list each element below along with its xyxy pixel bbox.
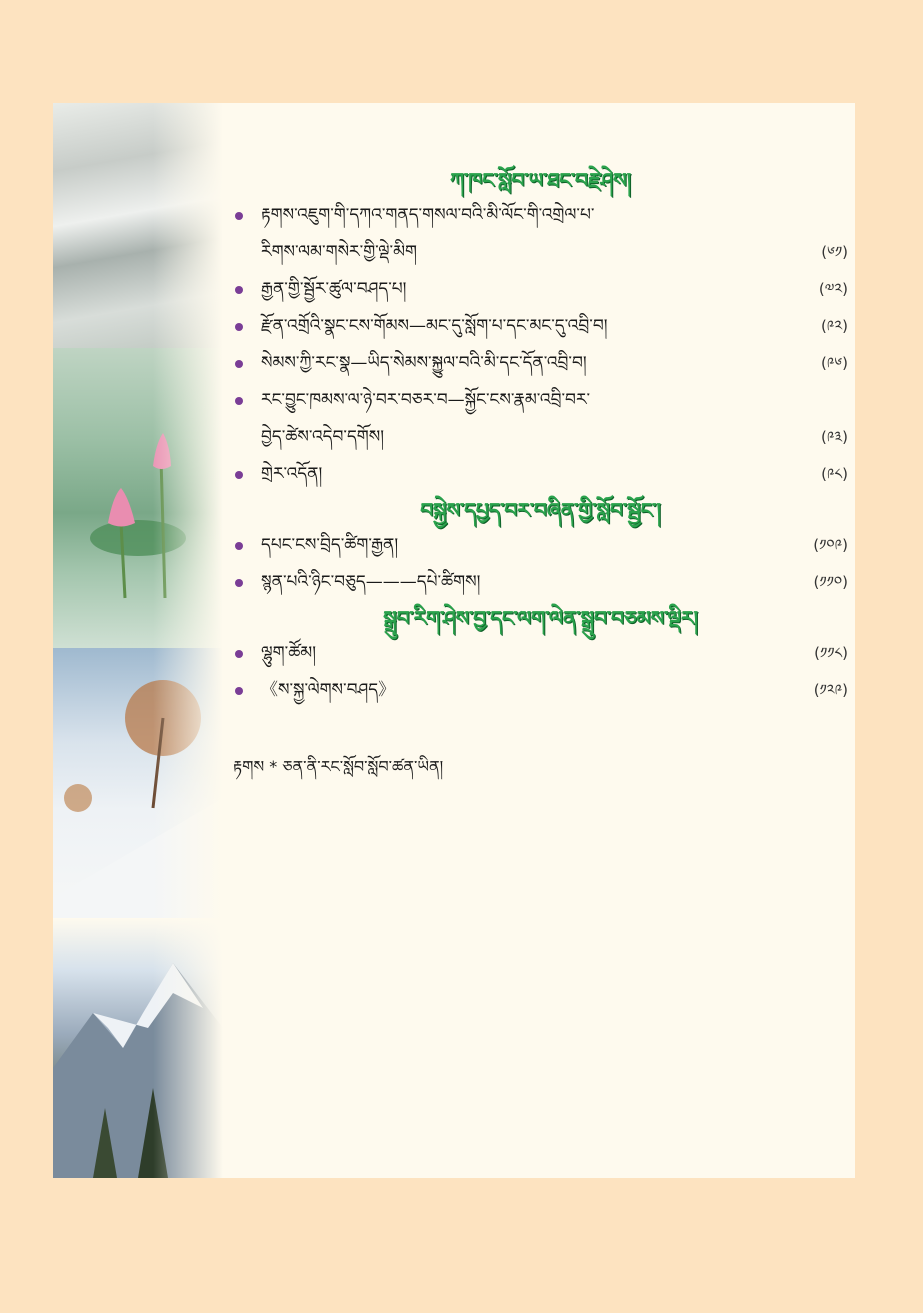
entry-title: གྲེར་འདོན། bbox=[261, 464, 323, 484]
bullet-icon bbox=[235, 687, 243, 695]
footnote: རྟགས * ཅན་ནི་རང་སློབ་སློབ་ཚན་ཡིན། bbox=[233, 757, 444, 776]
page-number: (༩༣) bbox=[820, 428, 848, 446]
toc-entry[interactable] bbox=[233, 345, 848, 382]
bullet-icon bbox=[235, 471, 243, 479]
entry-title: རྫོན་འགྲོའི་སྣང་ངས་གོམས—མང་དུ་སློག་པ་དང་མང་དུ་འབྲི་བ། bbox=[261, 316, 608, 336]
bullet-icon bbox=[235, 650, 243, 658]
toc-entry[interactable] bbox=[233, 456, 848, 493]
toc-list bbox=[233, 635, 848, 709]
section-title: སྒྲུབ་རིག་ཤེས་བྱ་དང་ལག་ལེན་སྒྲུབ་བཅམས་ལྡིར། bbox=[383, 606, 698, 630]
bullet-icon bbox=[235, 360, 243, 368]
bullet-icon bbox=[235, 286, 243, 294]
entry-title: དཔང་ངས་བྲིད་ཚིག་རྒྱན། bbox=[261, 535, 399, 555]
entry-title-cont: བྱེད་ཚེས་འདེབ་དགོས། bbox=[261, 427, 385, 447]
bullet-icon bbox=[235, 397, 243, 405]
bullet-icon bbox=[235, 323, 243, 331]
page-number: (༦༡) bbox=[821, 243, 848, 261]
toc-entry[interactable] bbox=[233, 527, 848, 564]
entry-title: རྒྱན་གྱི་སྦྱོར་ཚུལ་བཤད་པ། bbox=[261, 279, 407, 299]
page-number: (༡༡༠) bbox=[813, 573, 848, 591]
entry-title: རང་བྱུང་ཁམས་ལ་ཉེ་བར་བཅར་བ—སྐྱོང་ངས་རྣམ་འབྲི་བར་ bbox=[261, 390, 591, 410]
decorative-photo-strip bbox=[53, 103, 223, 1178]
toc-entry[interactable] bbox=[233, 271, 848, 308]
page-number: (༩༨) bbox=[821, 465, 848, 483]
page-number: (༩༢) bbox=[820, 317, 848, 335]
page-paper bbox=[53, 103, 855, 1178]
page-number: (༡༢༩) bbox=[813, 681, 848, 699]
bullet-icon bbox=[235, 579, 243, 587]
entry-title: སྙན་པའི་ཉིང་བཅུད———དཔེ་ཚིགས། bbox=[261, 572, 481, 592]
entry-title: 《ས་སྐྱ་ལེགས་བཤད》 bbox=[261, 680, 396, 700]
bullet-icon bbox=[235, 212, 243, 220]
page-number: (༧༢) bbox=[818, 280, 848, 298]
bullet-icon bbox=[235, 542, 243, 550]
table-of-contents bbox=[233, 163, 848, 794]
toc-list bbox=[233, 197, 848, 493]
section-title: ཀ་ཁང་སློབ་ཡ་ཐང་བརྗེ་ཤེས། bbox=[449, 168, 632, 192]
page-number: (༡༡༨) bbox=[814, 644, 848, 662]
entry-title: སེམས་ཀྱི་རང་སྣ—ཡིད་སེམས་སྐྱུལ་བའི་མི་དང་དོན་འབྲི་བ། bbox=[261, 353, 587, 373]
page-number: (༡༠༩) bbox=[813, 536, 848, 554]
toc-list bbox=[233, 527, 848, 601]
toc-entry[interactable] bbox=[233, 308, 848, 345]
page-number: (༩༦) bbox=[820, 354, 848, 372]
entry-title-cont: རིགས་ལམ་གསེར་གྱི་ལྡེ་མིག bbox=[261, 242, 418, 262]
toc-entry[interactable] bbox=[233, 635, 848, 672]
toc-entry[interactable] bbox=[233, 197, 848, 271]
toc-entry[interactable] bbox=[233, 382, 848, 456]
toc-entry[interactable] bbox=[233, 672, 848, 709]
toc-entry[interactable] bbox=[233, 564, 848, 601]
entry-title: ལྷུག་ཚོམ། bbox=[261, 643, 317, 663]
section-title: བསྐྱེས་དཔྱད་བར་བཞིན་གྱི་སློབ་སྦྱོང་། bbox=[420, 498, 661, 522]
entry-title: རྟགས་འཇུག་གི་དཀའ་གནད་གསལ་བའི་མི་ལོང་གི་འགྲེལ་པ་ bbox=[261, 205, 595, 225]
